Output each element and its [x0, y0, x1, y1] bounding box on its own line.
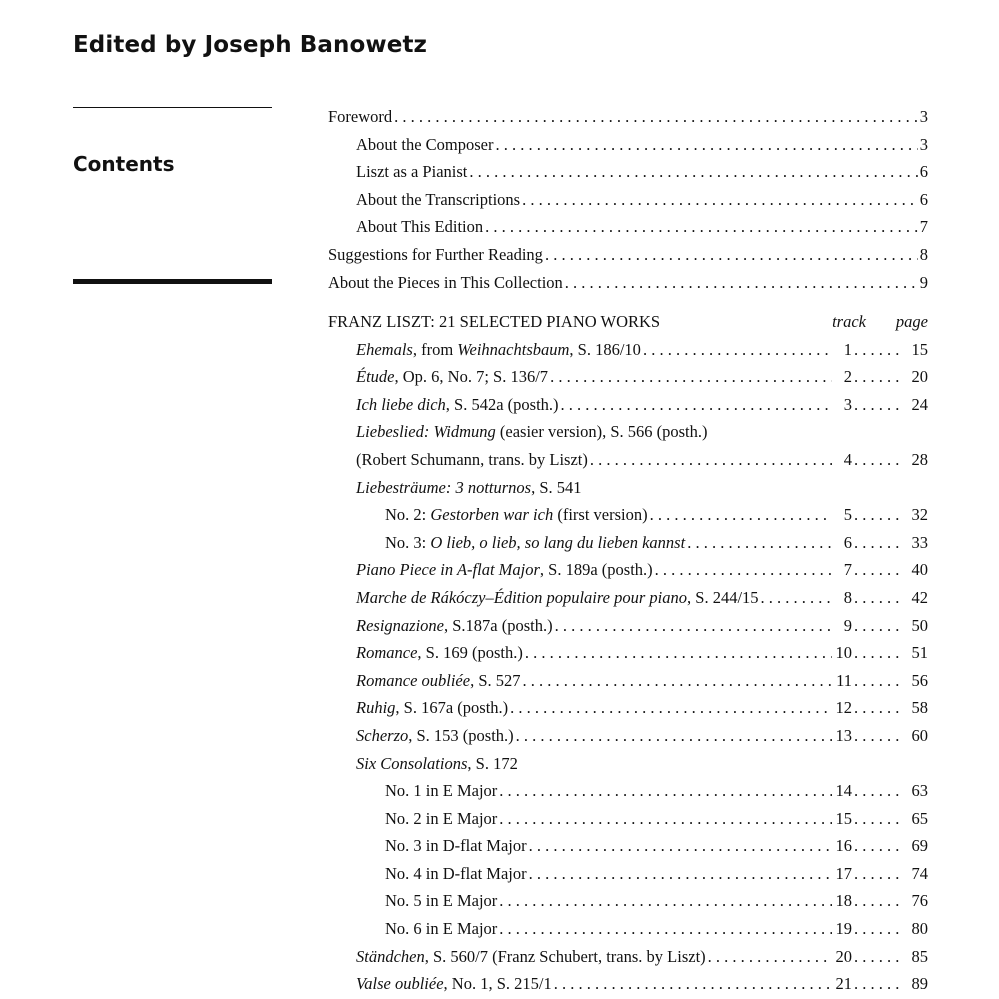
- piece-title: [356, 750, 518, 778]
- dot-leader: [565, 269, 918, 297]
- track-number: 16: [835, 836, 852, 856]
- dot-leader: [854, 860, 902, 888]
- track-number: 10: [835, 643, 852, 663]
- piece-entry: [328, 639, 928, 667]
- dot-leader: [854, 805, 902, 833]
- title-text: , S. 186/10: [569, 339, 641, 359]
- title-text: About the Composer: [356, 134, 494, 154]
- title-text: No. 3 in D-flat Major: [385, 836, 527, 856]
- piece-title: [356, 556, 653, 584]
- title-italic: Ich liebe dich: [356, 394, 446, 414]
- title-text: No. 6 in E Major: [385, 919, 498, 939]
- dot-leader: [555, 612, 832, 640]
- toc-page-number: 3: [919, 107, 928, 126]
- title-text: , S. 189a (posth.): [539, 560, 653, 580]
- piece-group-heading: [328, 418, 928, 446]
- contents-heading: Contents: [73, 152, 175, 176]
- piece-title: [356, 336, 641, 364]
- dot-leader: [590, 446, 832, 474]
- piece-entry: [328, 363, 928, 391]
- dot-leader: [854, 446, 902, 474]
- piece-entry: [328, 943, 928, 971]
- title-text: (first version): [553, 505, 648, 525]
- dot-leader: [854, 639, 902, 667]
- title-italic: O lieb, o lieb, so lang du lieben kannst: [430, 532, 686, 552]
- toc-page-number: 7: [919, 217, 928, 237]
- dot-leader: [561, 391, 832, 419]
- page-number: 85: [911, 946, 928, 966]
- page-number: 60: [911, 725, 928, 745]
- dot-leader: [469, 158, 917, 186]
- title-text: No. 3:: [385, 532, 431, 552]
- piece-entry: [328, 722, 928, 750]
- track-number: 3: [843, 394, 852, 414]
- track-number: 2: [843, 367, 852, 387]
- toc-entry-title: [328, 241, 543, 269]
- title-text: , S.187a (posth.): [444, 615, 553, 635]
- piece-title: [385, 805, 497, 833]
- title-text: , S. 169 (posth.): [417, 643, 523, 663]
- track-number: 11: [836, 670, 852, 690]
- dot-leader: [554, 970, 832, 998]
- title-text: No. 4 in D-flat Major: [385, 863, 527, 883]
- piece-title: [385, 529, 685, 557]
- title-text: , from: [412, 339, 458, 359]
- page-number: 58: [911, 698, 928, 718]
- toc-page-number: 9: [919, 272, 928, 292]
- dot-leader: [529, 860, 832, 888]
- dot-leader: [854, 832, 902, 860]
- toc-entry-title: [356, 186, 520, 214]
- track-number: 4: [843, 449, 852, 469]
- piece-title: [356, 970, 552, 998]
- front-matter-list: [328, 103, 928, 296]
- title-text: About the Pieces in This Collection: [328, 272, 563, 292]
- piece-title: [356, 943, 706, 971]
- toc-entry: [328, 158, 928, 186]
- piece-entry: [328, 612, 928, 640]
- piece-group-heading: [328, 750, 928, 778]
- title-text: (Robert Schumann, trans. by Liszt): [356, 449, 588, 469]
- track-number: 7: [843, 560, 852, 580]
- piece-entry: [328, 887, 928, 915]
- track-number: 1: [843, 339, 852, 359]
- page-number: 32: [911, 505, 928, 525]
- dot-leader: [854, 970, 902, 998]
- dot-leader: [550, 363, 832, 391]
- title-text: , S. 167a (posth.): [395, 698, 509, 718]
- dot-leader: [854, 943, 902, 971]
- title-text: (easier version), S. 566 (posth.): [495, 422, 708, 442]
- page-number: 65: [911, 808, 928, 828]
- title-text: , S. 172: [467, 753, 518, 773]
- track-number: 9: [843, 615, 852, 635]
- piece-title: [385, 501, 648, 529]
- track-number: 18: [835, 891, 852, 911]
- dot-leader: [854, 694, 902, 722]
- dot-leader: [854, 363, 902, 391]
- title-italic: Weihnachtsbaum: [457, 339, 570, 359]
- toc-entry-title: [356, 158, 467, 186]
- dot-leader: [525, 639, 832, 667]
- title-italic: Scherzo: [356, 725, 409, 745]
- title-text: Suggestions for Further Reading: [328, 244, 543, 264]
- title-italic: Liebesträume: 3 notturnos: [356, 477, 532, 497]
- pieces-list: [328, 308, 928, 998]
- collection-title: FRANZ LISZT: 21 SELECTED PIANO WORKS: [328, 312, 661, 331]
- title-text: Foreword: [328, 107, 393, 126]
- dot-leader: [854, 612, 902, 640]
- piece-title: [356, 584, 759, 612]
- piece-entry: [328, 667, 928, 695]
- toc-entry-title: [328, 103, 392, 131]
- track-number: 21: [835, 974, 852, 994]
- title-italic: Six Consolations: [356, 753, 468, 773]
- track-number: 8: [843, 587, 852, 607]
- dot-leader: [499, 777, 832, 805]
- piece-title: [356, 446, 588, 474]
- title-text: , S. 541: [531, 477, 582, 497]
- toc-entry: [328, 269, 928, 297]
- piece-entry: [328, 529, 928, 557]
- dot-leader: [854, 722, 902, 750]
- toc-entry: [328, 131, 928, 159]
- dot-leader: [854, 667, 902, 695]
- piece-entry: [328, 832, 928, 860]
- toc-entry-title: [356, 131, 494, 159]
- piece-title: [356, 418, 708, 446]
- toc-page-number: 6: [919, 162, 928, 182]
- piece-entry: [328, 777, 928, 805]
- piece-entry: [328, 970, 928, 998]
- dot-leader: [516, 722, 832, 750]
- piece-entry: [328, 584, 928, 612]
- dot-leader: [499, 805, 832, 833]
- collection-header: [328, 308, 928, 336]
- page-number: 63: [911, 781, 928, 801]
- page-number: 80: [911, 919, 928, 939]
- dot-leader: [499, 887, 832, 915]
- page-number: 40: [911, 560, 928, 580]
- page-number: 42: [911, 587, 928, 607]
- page-number: 24: [911, 394, 928, 414]
- track-column-label: track: [832, 312, 866, 331]
- title-italic: Ständchen: [356, 946, 425, 966]
- thick-rule: [73, 279, 272, 284]
- piece-title: [356, 722, 514, 750]
- toc-entry: [328, 213, 928, 241]
- dot-leader: [485, 213, 918, 241]
- title-italic: Étude: [356, 367, 395, 387]
- track-number: 20: [835, 946, 852, 966]
- track-number: 12: [835, 698, 852, 718]
- title-text: , No. 1, S. 215/1: [443, 974, 552, 994]
- title-text: , S. 244/15: [687, 587, 759, 607]
- piece-entry: [328, 860, 928, 888]
- piece-title: [385, 832, 527, 860]
- piece-title: [356, 667, 521, 695]
- thin-rule: [73, 107, 272, 108]
- toc-entry-title: [356, 213, 483, 241]
- piece-title: [356, 474, 582, 502]
- dot-leader: [650, 501, 832, 529]
- piece-group-heading: [328, 474, 928, 502]
- title-italic: Ehemals: [356, 339, 413, 359]
- piece-title: [356, 639, 523, 667]
- page-number: 69: [911, 836, 928, 856]
- toc-entry: [328, 186, 928, 214]
- page-number: 89: [911, 974, 928, 994]
- page-number: 20: [911, 367, 928, 387]
- title-text: , S. 560/7 (Franz Schubert, trans. by Liszt): [424, 946, 706, 966]
- dot-leader: [499, 915, 832, 943]
- piece-entry: [328, 915, 928, 943]
- title-text: About the Transcriptions: [356, 189, 521, 209]
- title-text: Liszt as a Pianist: [356, 162, 468, 182]
- title-text: , S. 527: [470, 670, 521, 690]
- dot-leader: [545, 241, 918, 269]
- dot-leader: [761, 584, 832, 612]
- title-text: No. 2 in E Major: [385, 808, 498, 828]
- dot-leader: [687, 529, 832, 557]
- dot-leader: [854, 501, 902, 529]
- page-number: 28: [911, 449, 928, 469]
- piece-title: [356, 363, 548, 391]
- track-number: 15: [835, 808, 852, 828]
- piece-entry: [328, 391, 928, 419]
- toc-entry: [328, 241, 928, 269]
- title-text: , Op. 6, No. 7; S. 136/7: [394, 367, 549, 387]
- title-text: No. 5 in E Major: [385, 891, 498, 911]
- page-number: 33: [911, 532, 928, 552]
- piece-title: [385, 915, 497, 943]
- toc-page-number: 8: [919, 244, 928, 264]
- title-text: , S. 153 (posth.): [408, 725, 514, 745]
- title-italic: Ruhig: [356, 698, 396, 718]
- title-italic: Gestorben war ich: [430, 505, 554, 525]
- piece-entry: [328, 336, 928, 364]
- track-number: 13: [835, 725, 852, 745]
- title-italic: Romance oubliée: [356, 670, 471, 690]
- track-number: 5: [843, 505, 852, 525]
- dot-leader: [522, 186, 918, 214]
- dot-leader: [523, 667, 832, 695]
- dot-leader: [394, 103, 918, 131]
- page-number: 74: [911, 863, 928, 883]
- dot-leader: [854, 391, 902, 419]
- dot-leader: [529, 832, 832, 860]
- title-italic: Marche de Rákóczy–Édition populaire pour piano: [356, 587, 688, 607]
- title-italic: Romance: [356, 643, 418, 663]
- piece-entry: [328, 556, 928, 584]
- toc-entry: [328, 103, 928, 131]
- track-number: 6: [843, 532, 852, 552]
- track-number: 19: [835, 919, 852, 939]
- dot-leader: [655, 556, 832, 584]
- title-text: About This Edition: [356, 217, 484, 237]
- piece-entry: [328, 501, 928, 529]
- title-italic: Piano Piece in A-flat Major: [356, 560, 540, 580]
- dot-leader: [854, 584, 902, 612]
- page-column-label: page: [895, 312, 928, 331]
- title-text: , S. 542a (posth.): [445, 394, 559, 414]
- piece-title: [385, 887, 497, 915]
- page-number: 50: [911, 615, 928, 635]
- dot-leader: [496, 131, 918, 159]
- piece-entry: [328, 694, 928, 722]
- dot-leader: [854, 529, 902, 557]
- dot-leader: [854, 915, 902, 943]
- piece-entry: [328, 805, 928, 833]
- piece-title: [385, 860, 527, 888]
- dot-leader: [854, 336, 902, 364]
- page-number: 51: [911, 643, 928, 663]
- piece-title: [356, 694, 508, 722]
- toc-entry-title: [328, 269, 563, 297]
- track-number: 14: [835, 781, 852, 801]
- dot-leader: [854, 887, 902, 915]
- title-italic: Resignazione: [356, 615, 444, 635]
- page-number: 56: [911, 670, 928, 690]
- title-italic: Valse oubliée: [356, 974, 444, 994]
- dot-leader: [510, 694, 832, 722]
- title-text: No. 1 in E Major: [385, 781, 498, 801]
- piece-title: [356, 391, 559, 419]
- piece-entry: [328, 446, 928, 474]
- title-text: No. 2:: [385, 505, 431, 525]
- dot-leader: [854, 556, 902, 584]
- dot-leader: [708, 943, 832, 971]
- piece-title: [385, 777, 497, 805]
- piece-title: [356, 612, 553, 640]
- page-number: 15: [911, 339, 928, 359]
- title-italic: Liebeslied: Widmung: [356, 422, 496, 442]
- dot-leader: [643, 336, 832, 364]
- dot-leader: [854, 777, 902, 805]
- track-number: 17: [835, 863, 852, 883]
- toc-page-number: 6: [919, 189, 928, 209]
- toc-page-number: 3: [919, 134, 928, 154]
- editor-credit: Edited by Joseph Banowetz: [73, 32, 428, 58]
- page-number: 76: [911, 891, 928, 911]
